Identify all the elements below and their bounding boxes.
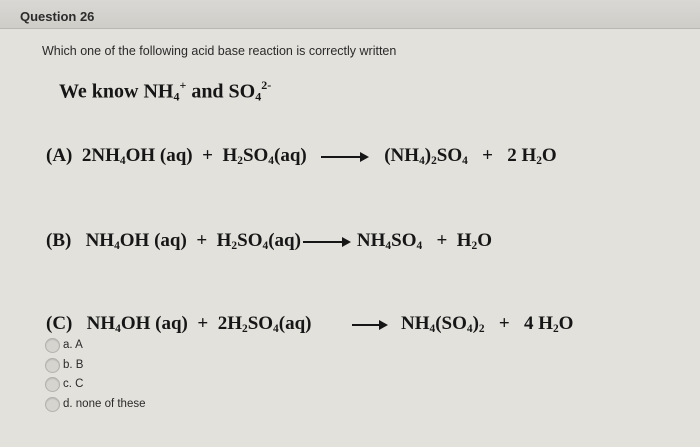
equation-label: (C) (46, 313, 73, 334)
choice-b[interactable] (45, 357, 83, 373)
choice-label: d. none of these (63, 398, 146, 410)
equation-c: (C) $NH_4OH$ $(aq) + 2H_2SO_4(aq)$ $NH_4(SO_4)_2$ + 4 $H_2O$ (46, 313, 574, 335)
choice-c[interactable] (45, 376, 83, 392)
equation-b: (B) $NH_4OH$ $(aq) + H_2SO_4(aq)$ $NH_4SO_4$ + $H_2O$ (46, 230, 493, 252)
choice-a[interactable] (45, 337, 83, 353)
equation-a: (A) $2NH_4OH$ $(aq) + H_2SO_4(aq)$ $(NH_4)_2SO_4$ + 2 $H_2O$ (46, 145, 557, 167)
reaction-arrow (321, 156, 367, 158)
equation-label: (B) (46, 230, 72, 251)
question-number: Question 26 (20, 9, 95, 24)
question-header (0, 0, 700, 29)
choice-label: b. B (63, 359, 84, 371)
question-prompt: Which one of the following acid base reaction is correctly written (42, 44, 397, 58)
radio-button[interactable] (45, 377, 60, 392)
known-ions-line: We know $NH_4^+$ and $SO_4^{2-}$ (59, 78, 272, 104)
choice-d[interactable] (45, 396, 145, 412)
choice-label: a. A (63, 339, 83, 351)
choice-label: c. C (63, 378, 84, 390)
radio-button[interactable] (45, 358, 60, 373)
reaction-arrow (352, 324, 386, 326)
reaction-arrow (303, 241, 349, 243)
radio-button[interactable] (45, 338, 60, 353)
radio-button[interactable] (45, 397, 60, 412)
equation-label: (A) (46, 145, 73, 166)
